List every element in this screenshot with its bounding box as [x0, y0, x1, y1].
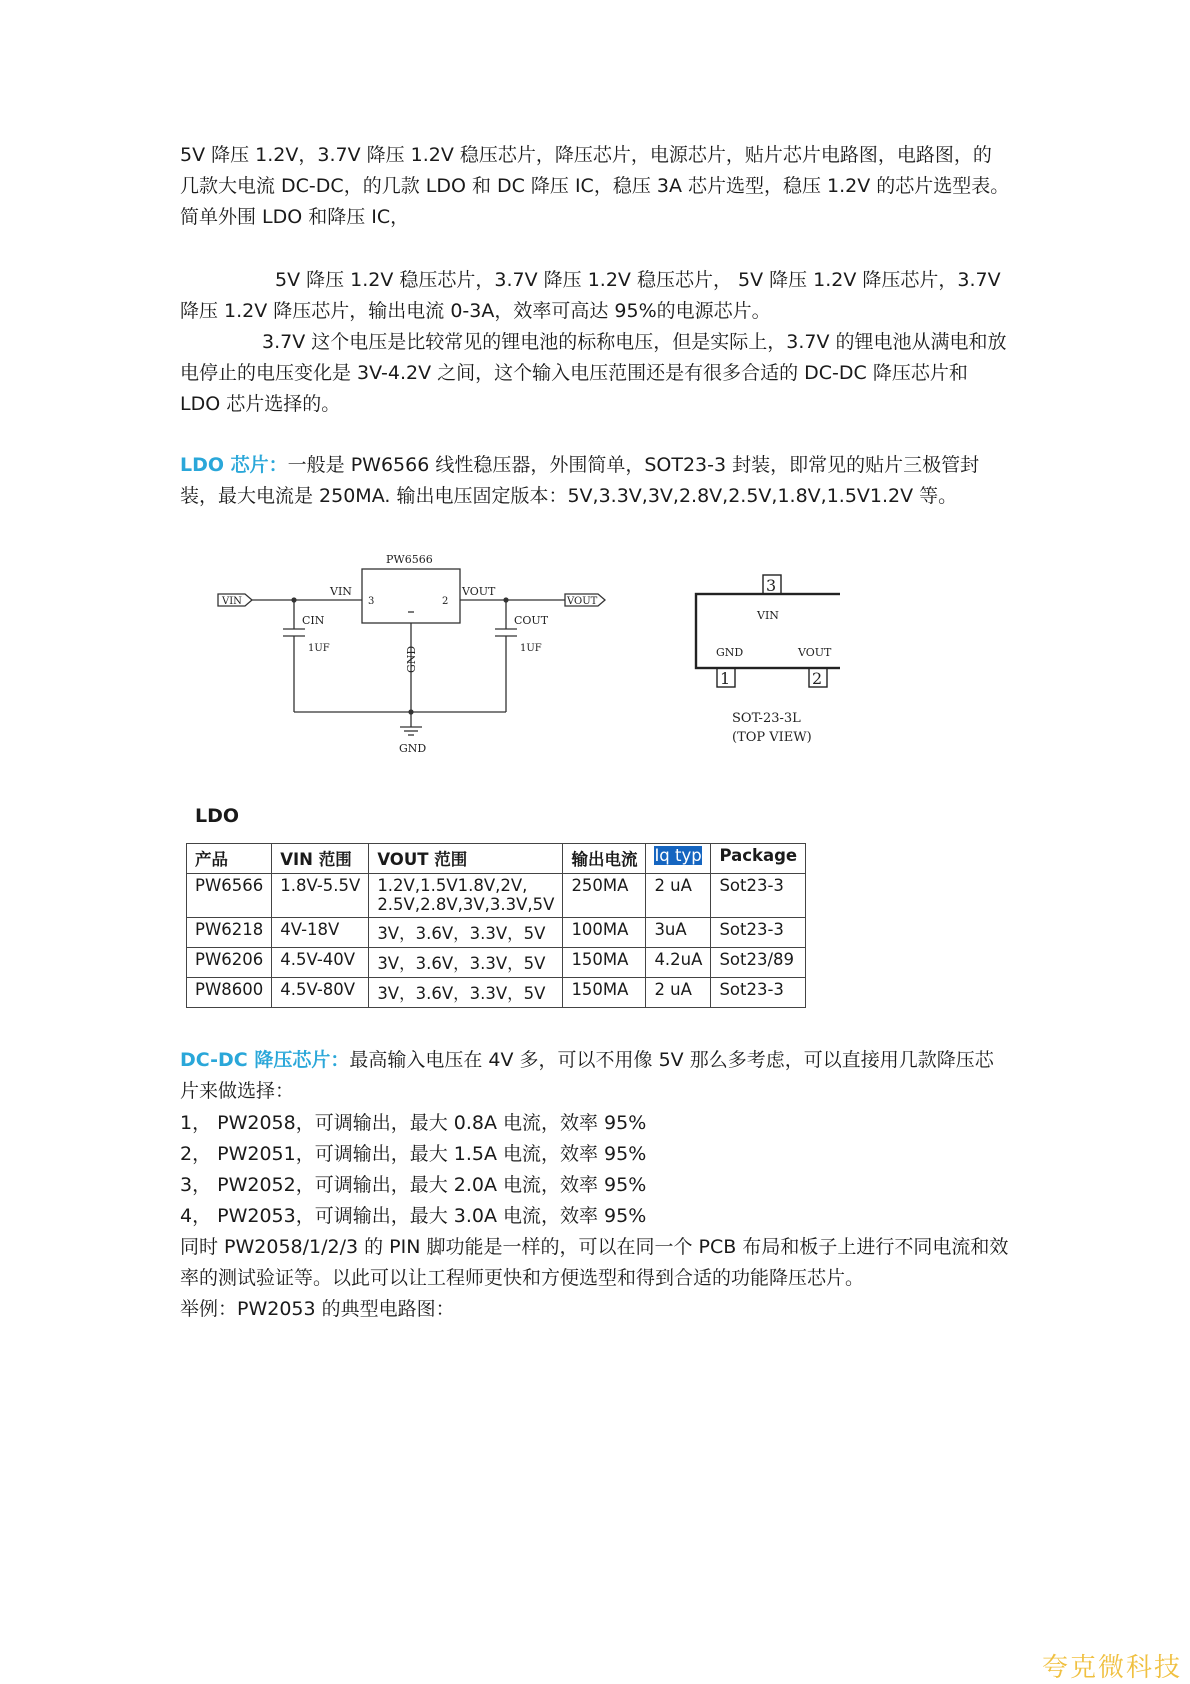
- list-item: 3， PW2052，可调输出，最大 2.0A 电流，效率 95%: [180, 1174, 647, 1196]
- list-item: 同时 PW2058/1/2/3 的 PIN 脚功能是一样的，可以在同一个 PCB 布局和板子上进行不同电流和效率的测试验证等。以此可以让工程师更快和方便选型和得到合适的功能降压芯片。: [180, 1236, 1009, 1289]
- table-row: [187, 978, 806, 1008]
- intro-paragraph: 5V 降压 1.2V，3.7V 降压 1.2V 稳压芯片，降压芯片，电源芯片，贴片芯片电路图，电路图，的几款大电流 DC-DC，的几款 LDO 和 DC 降压 IC，稳压 3A 芯片选型，稳压 1.2V 的芯片选型表。简单外围 LDO 和降压 IC，: [180, 144, 1010, 228]
- dcdc-section: [180, 1045, 1010, 1107]
- cell-iq: 2 uA: [646, 874, 711, 918]
- cell-product: PW6566: [187, 874, 272, 918]
- package-pin1-number: 1: [720, 669, 731, 688]
- cell-package: Sot23-3: [711, 874, 806, 918]
- cell-vin: 4.5V-40V: [272, 948, 369, 978]
- header-iq: [646, 844, 711, 874]
- cell-package: Sot23-3: [711, 918, 806, 948]
- ldo-section-label: LDO 芯片：: [180, 454, 288, 476]
- chip-name-label: PW6566: [386, 553, 433, 566]
- dcdc-section-label: DC-DC 降压芯片：: [180, 1049, 350, 1071]
- gnd-pin-label: GND: [405, 645, 418, 673]
- cell-current: 150MA: [563, 978, 646, 1008]
- dcdc-list: [180, 1108, 1010, 1325]
- header-product: 产品: [187, 844, 272, 874]
- package-name-label: SOT-23-3L: [732, 711, 801, 726]
- list-item: 4， PW2053，可调输出，最大 3.0A 电流，效率 95%: [180, 1205, 647, 1227]
- cell-vout: 3V，3.6V，3.3V，5V: [369, 948, 563, 978]
- header-package: Package: [711, 844, 806, 874]
- table-header-row: [187, 844, 806, 874]
- cell-iq: 4.2uA: [646, 948, 711, 978]
- package-vout-label: VOUT: [798, 646, 832, 659]
- table-row: [187, 918, 806, 948]
- watermark: 夸克微科技: [1041, 1653, 1182, 1683]
- list-item: 1， PW2058，可调输出，最大 0.8A 电流，效率 95%: [180, 1112, 647, 1134]
- cell-vin: 1.8V-5.5V: [272, 874, 369, 918]
- package-view-label: (TOP VIEW): [732, 730, 812, 745]
- header-iq-text: Iq typ: [654, 846, 702, 865]
- cell-product: PW8600: [187, 978, 272, 1008]
- ldo-section-text: 一般是 PW6566 线性稳压器，外围简单，SOT23-3 封装，即常见的贴片三极管封装，最大电流是 250MA. 输出电压固定版本：5V,3.3V,3V,2.8V,2.5V,1.8V,1.5V1.2V 等。: [180, 454, 980, 507]
- pin-out-number: 2: [442, 596, 449, 607]
- package-pin2-number: 2: [812, 669, 823, 688]
- cin-value-label: 1UF: [308, 643, 330, 654]
- cout-label: COUT: [514, 614, 549, 627]
- ground-label: GND: [399, 742, 427, 755]
- vin-port-label: VIN: [222, 596, 242, 607]
- ldo-schematic-diagram: [200, 545, 840, 795]
- list-item: 举例：PW2053 的典型电路图：: [180, 1298, 455, 1320]
- cell-product: PW6218: [187, 918, 272, 948]
- vin-pin-label: VIN: [330, 585, 352, 598]
- cell-vout: 3V，3.6V，3.3V，5V: [369, 978, 563, 1008]
- pin-in-number: 3: [368, 596, 375, 607]
- cell-vout: 1.2V,1.5V1.8V,2V, 2.5V,2.8V,3V,3.3V,5V: [369, 874, 563, 918]
- cell-iq: 3uA: [646, 918, 711, 948]
- cout-value-label: 1UF: [520, 643, 542, 654]
- table-row: [187, 874, 806, 918]
- cell-current: 150MA: [563, 948, 646, 978]
- ldo-table: [186, 843, 806, 1008]
- dcdc-section-text: 最高输入电压在 4V 多，可以不用像 5V 那么多考虑，可以直接用几款降压芯片来做选择：: [180, 1049, 994, 1102]
- battery-paragraph: 3.7V 这个电压是比较常见的锂电池的标称电压，但是实际上，3.7V 的锂电池从满电和放电停止的电压变化是 3V-4.2V 之间，这个输入电压范围还是有很多合适的 DC-DC 降压芯片和 LDO 芯片选择的。: [180, 331, 1007, 415]
- ldo-section: [180, 450, 1010, 512]
- cell-iq: 2 uA: [646, 978, 711, 1008]
- package-vin-label: VIN: [757, 609, 779, 622]
- cell-current: 100MA: [563, 918, 646, 948]
- cell-vin: 4.5V-80V: [272, 978, 369, 1008]
- cell-package: Sot23/89: [711, 948, 806, 978]
- voltage-paragraph: 5V 降压 1.2V 稳压芯片，3.7V 降压 1.2V 稳压芯片， 5V 降压 1.2V 降压芯片，3.7V 降压 1.2V 降压芯片，输出电流 0-3A，效率可高达 95%的电源芯片。: [180, 269, 1001, 322]
- header-vout-range: VOUT 范围: [369, 844, 563, 874]
- list-item: 2， PW2051，可调输出，最大 1.5A 电流，效率 95%: [180, 1143, 647, 1165]
- vout-pin-label: VOUT: [462, 585, 496, 598]
- header-output-current: 输出电流: [563, 844, 646, 874]
- header-vin-range: VIN 范围: [272, 844, 369, 874]
- vout-port-label: VOUT: [567, 596, 598, 607]
- cin-label: CIN: [302, 614, 325, 627]
- cell-package: Sot23-3: [711, 978, 806, 1008]
- cell-vin: 4V-18V: [272, 918, 369, 948]
- package-pin3-number: 3: [766, 576, 777, 595]
- package-gnd-label: GND: [716, 646, 744, 659]
- cell-vout: 3V，3.6V，3.3V，5V: [369, 918, 563, 948]
- table-row: [187, 948, 806, 978]
- cell-product: PW6206: [187, 948, 272, 978]
- ldo-table-title: LDO: [195, 805, 240, 827]
- cell-current: 250MA: [563, 874, 646, 918]
